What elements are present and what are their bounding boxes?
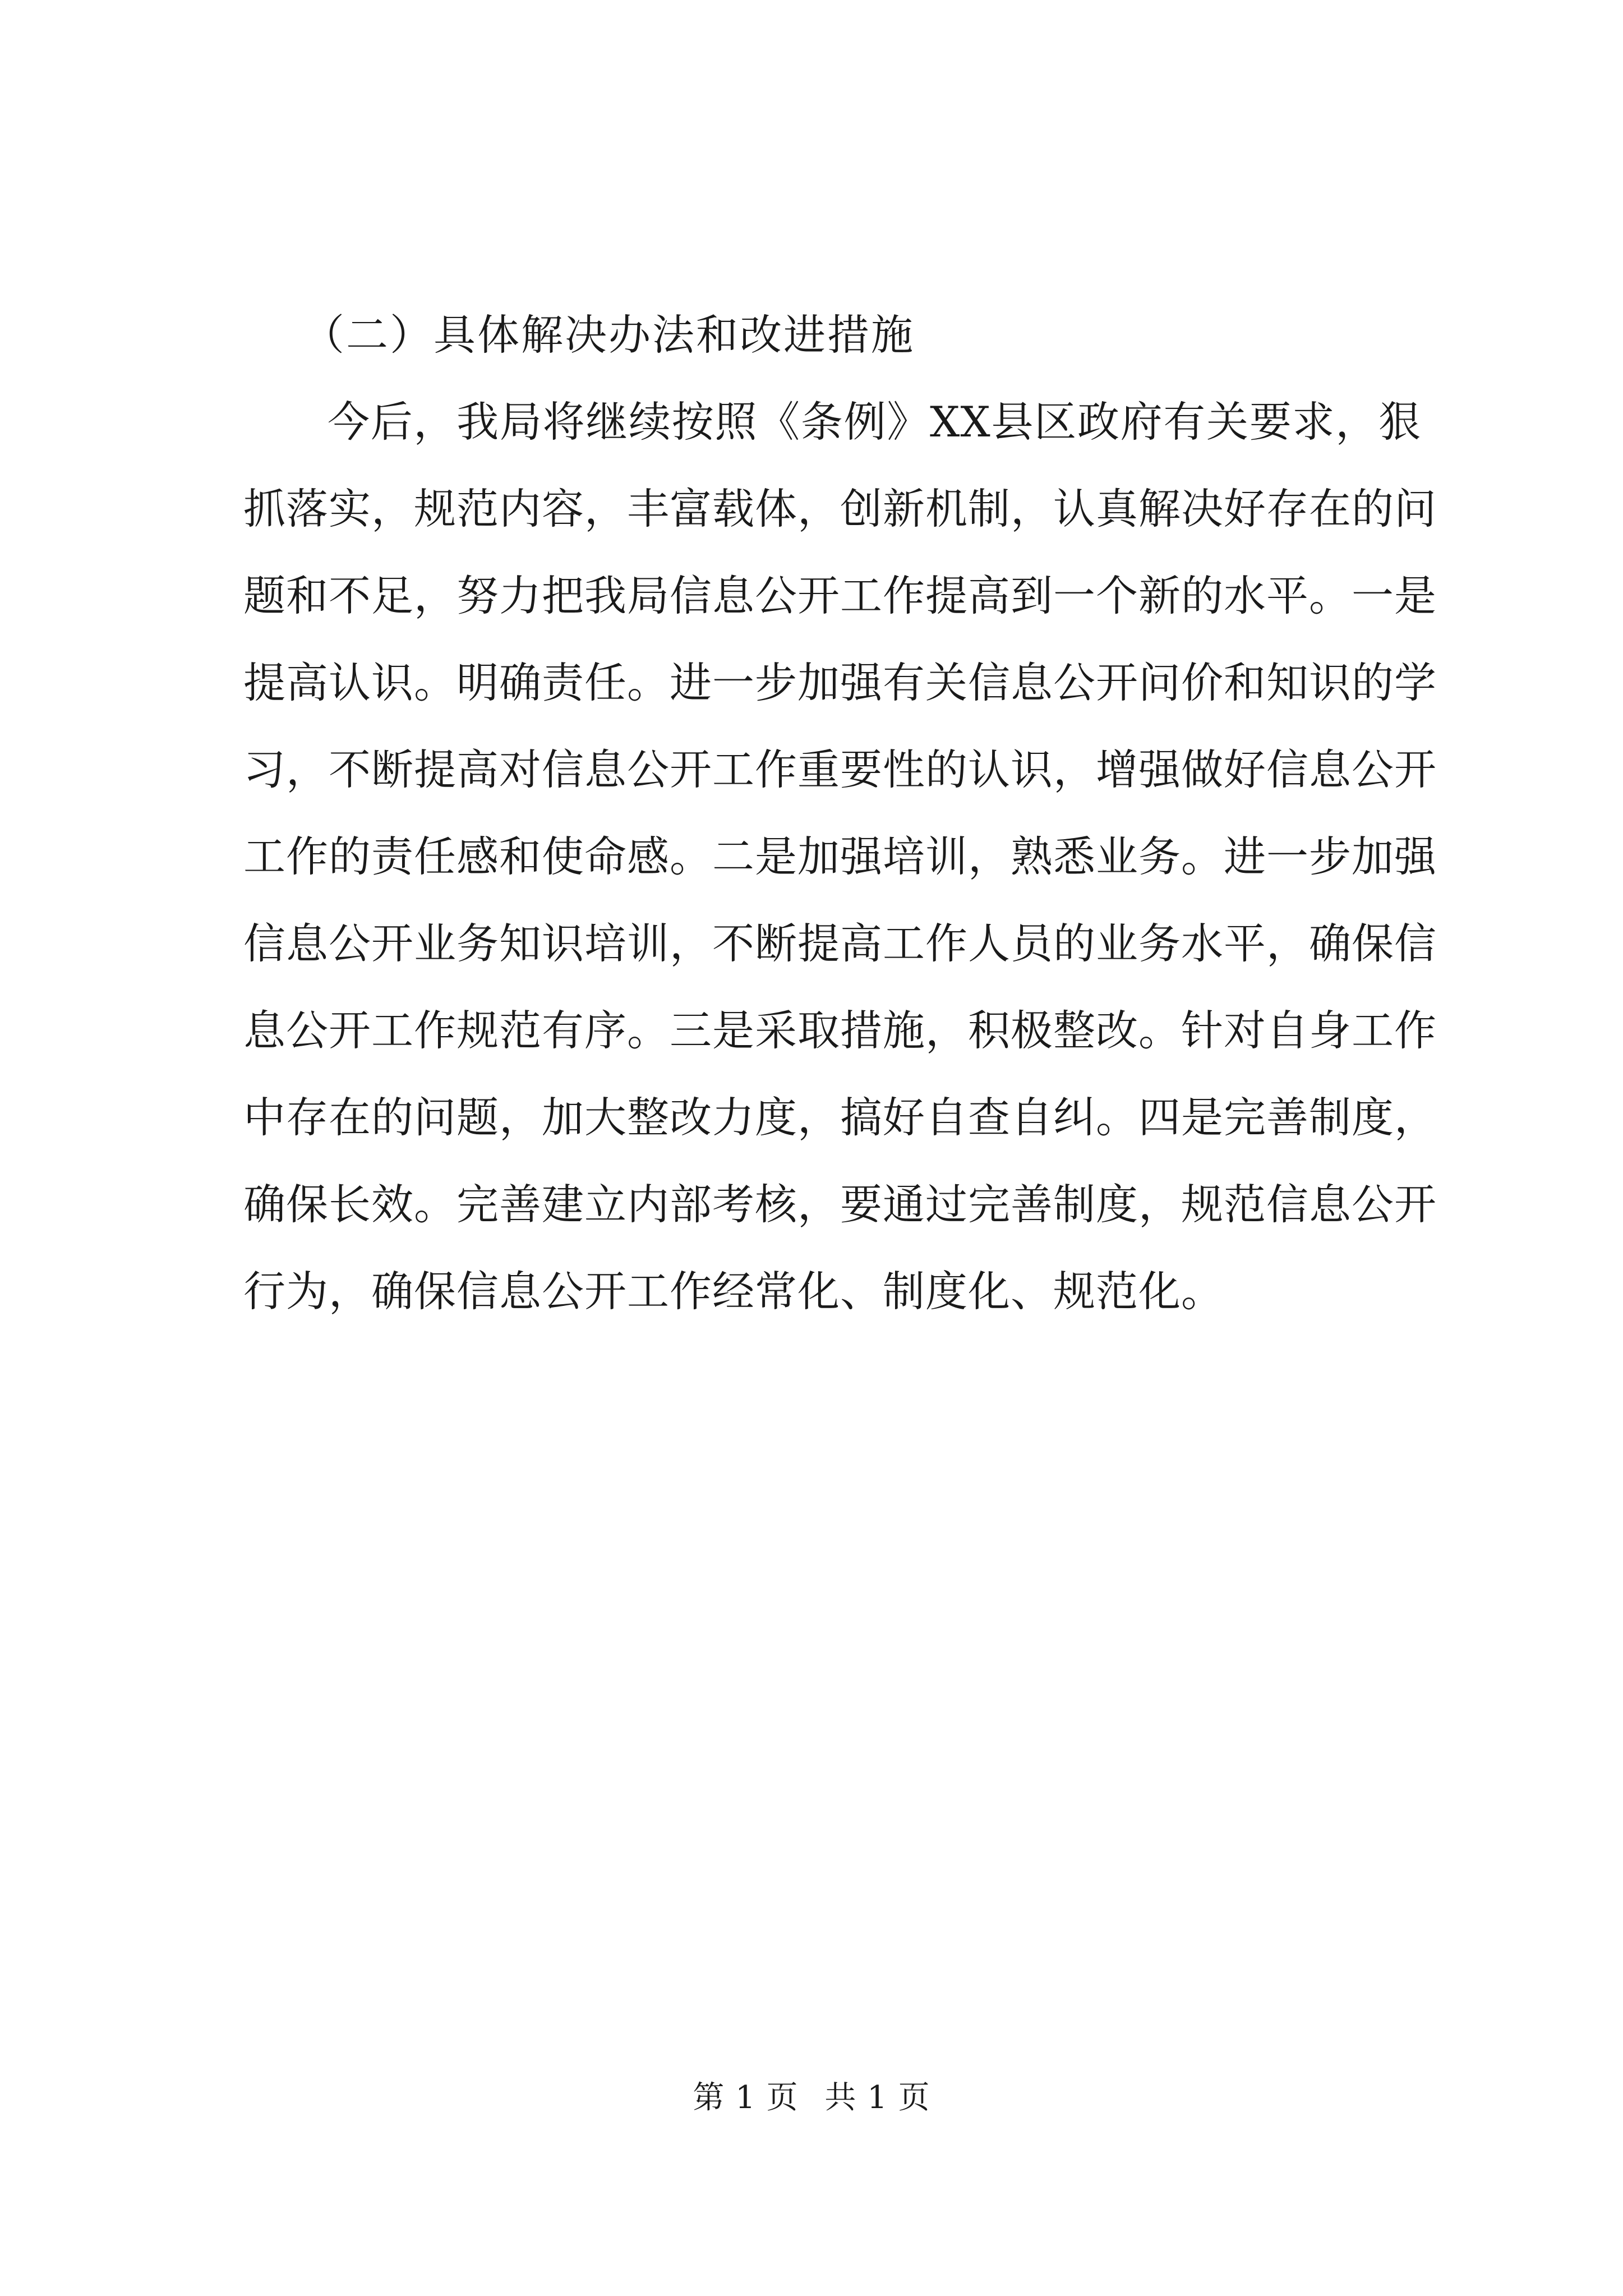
paragraph-line: 确保长效。完善建立内部考核，要通过完善制度，规范信息公开: [243, 1180, 1437, 1229]
page-total: 共 1 页: [824, 2079, 930, 2116]
paragraph-line: 习，不断提高对信息公开工作重要性的认识，增强做好信息公开: [243, 745, 1437, 794]
document-body: [243, 292, 1437, 1335]
section-heading: （二）具体解决办法和改进措施: [302, 310, 915, 360]
paragraph-line: 今后，我局将继续按照《条例》XX县区政府有关要求，狠: [328, 397, 1421, 447]
paragraph-line: 信息公开业务知识培训，不断提高工作人员的业务水平，确保信: [243, 919, 1437, 968]
paragraph-line: 题和不足，努力把我局信息公开工作提高到一个新的水平。一是: [243, 571, 1437, 620]
page-footer: [0, 2078, 1623, 2118]
paragraph-line: 抓落实，规范内容，丰富载体，创新机制，认真解决好存在的问: [243, 484, 1437, 533]
paragraph-line: 行为，确保信息公开工作经常化、制度化、规范化。: [243, 1267, 1224, 1316]
body-paragraph: [243, 379, 1437, 1335]
page-number: 第 1 页: [693, 2079, 799, 2116]
paragraph-line: 中存在的问题，加大整改力度，搞好自查自纠。四是完善制度，: [243, 1093, 1437, 1142]
paragraph-line: 提高认识。明确责任。进一步加强有关信息公开问价和知识的学: [243, 658, 1437, 707]
paragraph-line: 息公开工作规范有序。三是采取措施，积极整改。针对自身工作: [243, 1006, 1437, 1055]
paragraph-line: 工作的责任感和使命感。二是加强培训，熟悉业务。进一步加强: [243, 832, 1437, 881]
